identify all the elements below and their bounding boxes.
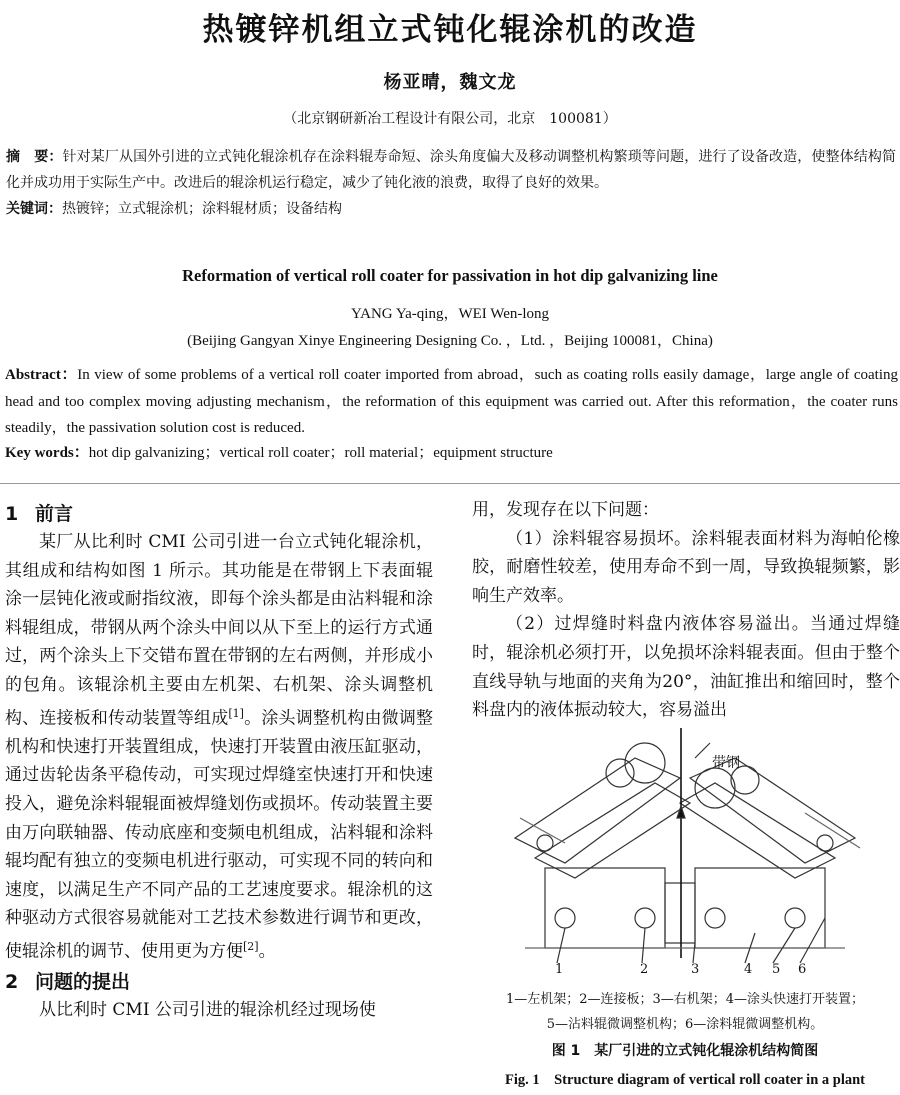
affiliation-en: (Beijing Gangyan Xinye Engineering Designing Co. ，Ltd. ，Beijing 100081，China) [187,333,713,349]
keywords-en-label: Key words： [5,445,89,461]
abstract-cn [6,144,896,196]
section-2-heading [5,968,433,996]
figure-number-4: 4 [744,962,753,977]
abstract-en-text: In view of some problems of a vertical roll coater imported from abroad，such as coating rolls easily damage，large angle of coating head and too complex moving adjusting mechanism，the reformation of this equipment was carried out. After this reformation，the coater runs steadily，the passivation solution cost is reduced. [5,367,898,436]
abstract-en-label: Abstract： [5,367,78,383]
figure-number-6: 6 [798,962,807,977]
left-column [5,500,433,1025]
figure-number-1: 1 [555,962,564,977]
section-1-paragraph [5,528,433,966]
figure-number-2: 2 [640,962,649,977]
keywords-cn-text: 热镀锌；立式辊涂机；涂料辊材质；设备结构 [62,201,342,217]
citation-1: [1] [228,706,244,720]
section-2-paragraph-start: 从比利时 CMI 公司引进的辊涂机经过现场使 [39,1000,376,1021]
roll-coater-diagram [505,718,875,980]
paper-title-en: Reformation of vertical roll coater for passivation in hot dip galvanizing line [182,266,718,285]
section-2-paragraph-cont: 用，发现存在以下问题： [472,500,659,520]
affiliation-cn: （北京钢研新冶工程设计有限公司，北京 100081） [283,111,617,127]
section-1-title: 前言 [35,503,74,525]
figure-legend-line-2: 5—沾料辊微调整机构；6—涂料辊微调整机构。 [546,1017,824,1032]
section-1-text-b: 。涂头调整机构由微调整机构和快速打开装置组成，快速打开装置由液压缸驱动，通过齿轮齿条平稳传动，可实现过焊缝室快速打开和快速投入，避免涂料辊辊面被焊缝划伤或损坏。传动装置主要由万向联轴器、传动底座和变频电机组成，沾料辊和涂料辊均配有独立的变频电机进行驱动，可实现不同的转向和速度，以满足生产不同产品的工艺速度要求。辊涂机的这种驱动方式很容易就能对工艺技术参数进行调节和更改，使辊涂机的调节、使用更为方便 [5,708,434,962]
section-2-title: 问题的提出 [35,971,131,994]
figure-caption-cn: 图 1 某厂引进的立式钝化辊涂机结构简图 [551,1043,819,1059]
left-arm-shape [515,758,680,863]
problem-2: （2）过焊缝时料盘内液体容易溢出。当通过焊缝时，辊涂机必须打开，以免损坏涂料辊表面。但由于整个直线导轨与地面的夹角为20°，油缸推出和缩回时，整个料盘内的液体振动较大，容易溢出 [472,614,900,721]
figure-legend-line-1: 1—左机架；2—连接板；3—右机架；4—涂头快速打开装置； [505,992,865,1007]
section-1-number: 1 [5,503,19,525]
paper-title: 热镀锌机组立式钝化辊涂机的改造 [202,12,698,48]
figure-number-3: 3 [691,962,700,977]
strip-label: 带钢 [712,755,740,771]
abstract-cn-label: 摘 要： [6,149,63,165]
abstract-cn-text: 针对某厂从国外引进的立式钝化辊涂机存在涂料辊寿命短、涂头角度偏大及移动调整机构繁琐等问题，进行了设备改造，使整体结构简化并成功用于实际生产中。改进后的辊涂机运行稳定，减少了钝化液的浪费，取得了良好的效果。 [6,149,897,191]
authors-en: YANG Ya-qing，WEI Wen-long [350,306,550,322]
connecting-plate-shape [665,883,695,943]
section-1-text-a: 某厂从比利时 CMI 公司引进一台立式钝化辊涂机，其组成和结构如图 1 所示。其功能是在带钢上下表面辊涂一层钝化液或耐指纹液，即每个涂头都是由沾料辊和涂料辊组成，带钢从两个涂头中间以从下至上的运行方式通过，两个涂头上下交错布置在带钢的左右两侧，并形成小的包角。该辊涂机主要由左机架、右机架、涂头调整机构、连接板和传动装置等组成 [5,532,433,729]
abstract-en [5,362,898,442]
figure-1 [505,718,875,980]
section-2-number: 2 [5,971,19,994]
keywords-en [5,442,898,464]
figure-caption-en: Fig. 1 Structure diagram of vertical roll coater in a plant [504,1072,866,1088]
citation-2: [2] [243,939,259,953]
problem-1: （1）涂料辊容易损坏。涂料辊表面材料为海帕伦橡胶，耐磨性较差，使用寿命不到一周，导致换辊频繁，影响生产效率。 [472,528,900,606]
divider [0,483,900,484]
figure-number-5: 5 [772,962,781,977]
keywords-en-text: hot dip galvanizing；vertical roll coater；roll material；equipment structure [88,445,553,461]
right-column [472,496,900,725]
authors-cn: 杨亚晴，魏文龙 [383,72,517,93]
section-1-heading [5,500,433,528]
keywords-cn-label: 关键词： [6,201,62,217]
keywords-cn [6,198,896,220]
section-1-text-c: 。 [258,941,276,962]
right-arm-shape [690,758,855,863]
